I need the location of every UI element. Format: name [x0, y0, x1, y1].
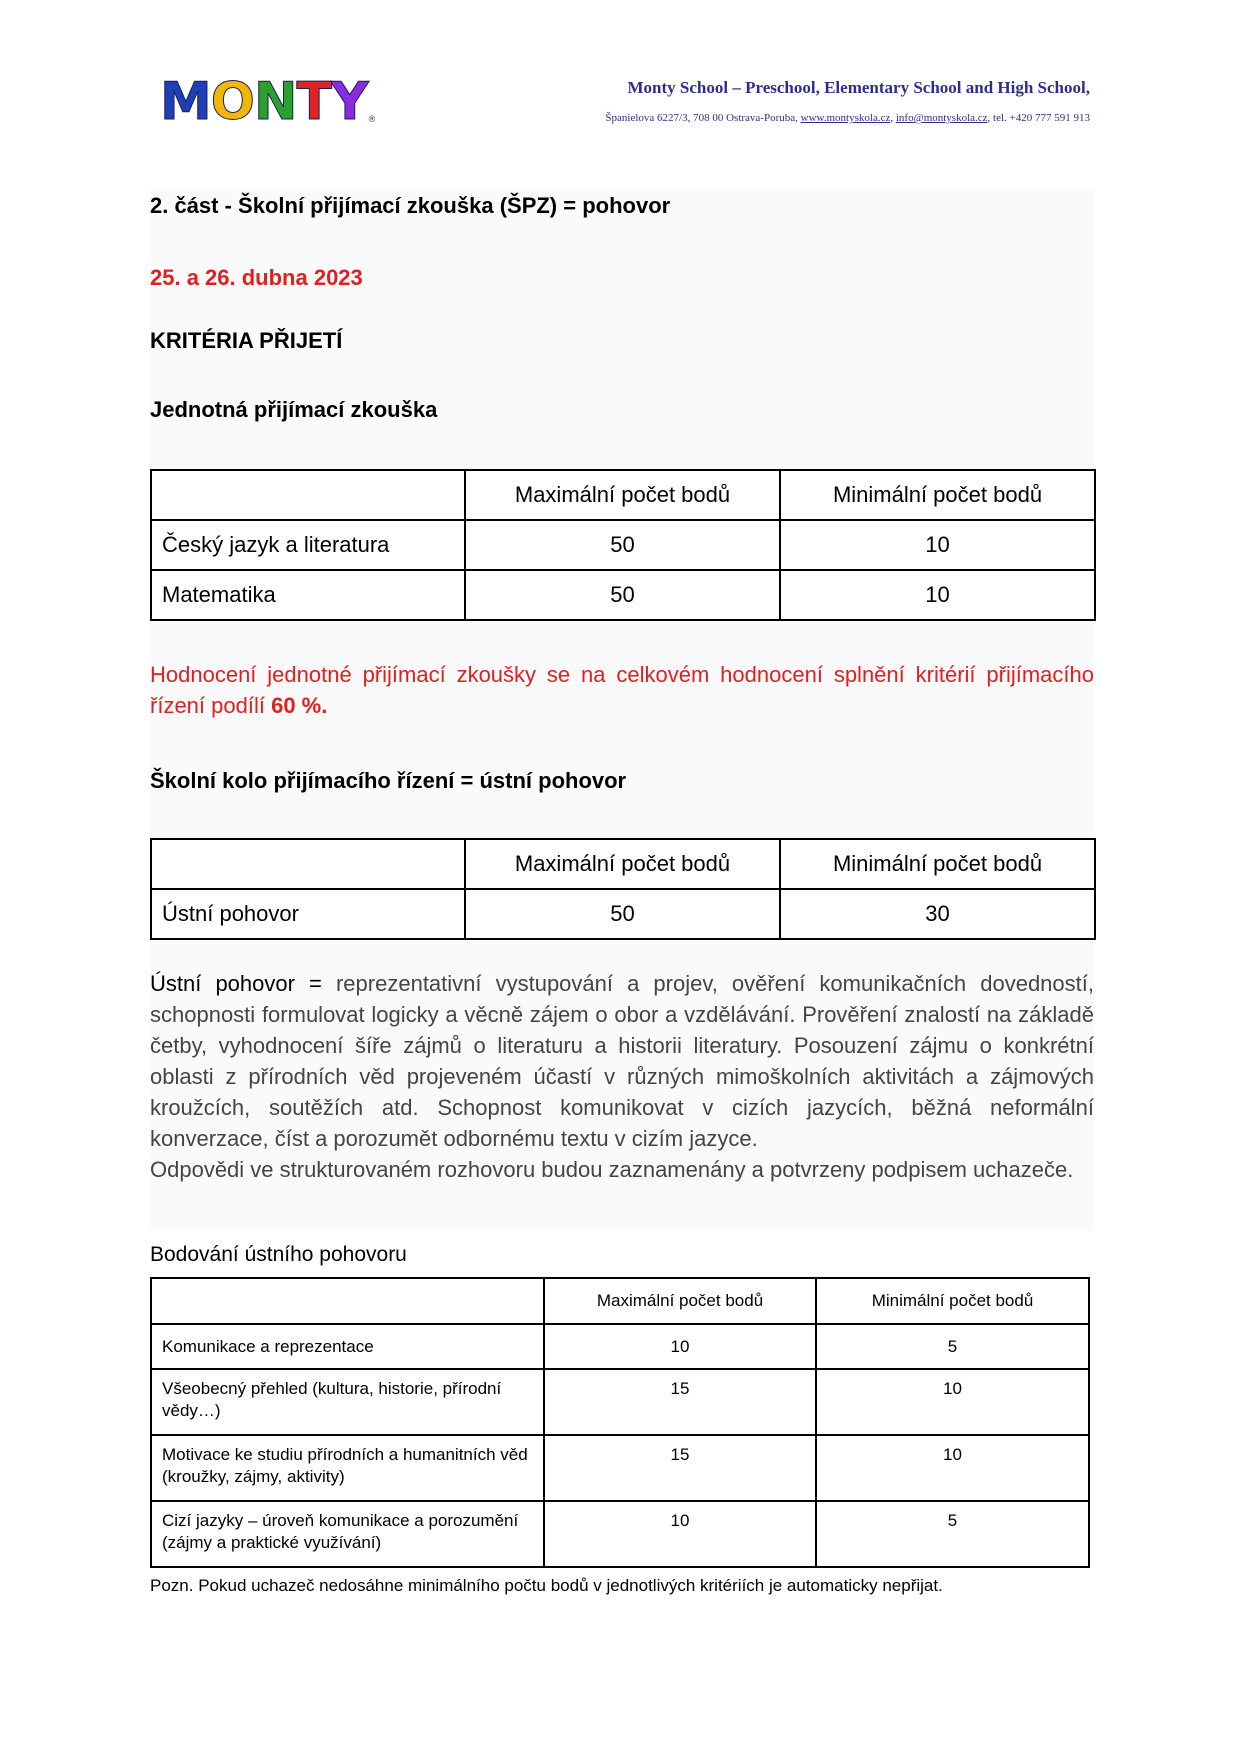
- weighting-note-text: Hodnocení jednotné přijímací zkoušky se na celkovém hodnocení splnění kritérií přijímacího řízení podílí: [150, 662, 1094, 718]
- school-address: [605, 112, 1090, 124]
- logo-letter-t: T: [296, 72, 331, 132]
- scoring-footnote: Pozn. Pokud uchazeč nedosáhne minimálního počtu bodů v jednotlivých kritériích je automaticky nepřijat.: [150, 1576, 943, 1595]
- table-row: [151, 1324, 1089, 1369]
- weighting-percent: 60 %.: [271, 693, 328, 718]
- table-row: [151, 1435, 1089, 1501]
- min-points-cell: 10: [780, 570, 1095, 620]
- criterion-cell: Cizí jazyky – úroveň komunikace a porozumění (zájmy a praktické využívání): [151, 1501, 544, 1567]
- description-lead: Ústní pohovor =: [150, 971, 336, 996]
- unified-exam-heading: Jednotná přijímací zkouška: [150, 397, 438, 422]
- website-link[interactable]: www.montyskola.cz: [800, 112, 891, 124]
- max-points-cell: 10: [544, 1324, 816, 1369]
- min-points-cell: 5: [816, 1324, 1089, 1369]
- table-header-cell: [151, 470, 465, 520]
- table-header-cell: Minimální počet bodů: [780, 839, 1095, 889]
- school-round-heading: Školní kolo přijímacího řízení = ústní pohovor: [150, 768, 627, 793]
- logo-letter-n: N: [253, 72, 297, 132]
- table-header-cell: [151, 839, 465, 889]
- table-row: [151, 1369, 1089, 1435]
- min-points-cell: 10: [780, 520, 1095, 570]
- table-row: [151, 570, 1095, 620]
- table-header-row: [151, 1278, 1089, 1324]
- address-sep: ,: [890, 112, 896, 124]
- table-header-row: [151, 470, 1095, 520]
- criteria-heading: KRITÉRIA PŘIJETÍ: [150, 328, 343, 353]
- address-text: Španielova 6227/3, 708 00 Ostrava-Poruba,: [605, 112, 801, 124]
- min-points-cell: 5: [816, 1501, 1089, 1567]
- school-name: Monty School – Preschool, Elementary School and High School,: [627, 78, 1090, 97]
- scoring-heading: Bodování ústního pohovoru: [150, 1243, 407, 1266]
- table-row: [151, 520, 1095, 570]
- table-header-cell: Maximální počet bodů: [465, 470, 780, 520]
- logo-letter-y: Y: [330, 72, 368, 132]
- phone-text: , tel. +420 777 591 913: [987, 112, 1090, 124]
- max-points-cell: 50: [465, 889, 780, 939]
- monty-logo: [160, 72, 376, 132]
- description-end: Odpovědi ve strukturovaném rozhovoru budou zaznamenány a potvrzeny podpisem uchazeče.: [150, 1157, 1074, 1182]
- criterion-cell: Motivace ke studiu přírodních a humanitních věd (kroužky, zájmy, aktivity): [151, 1435, 544, 1501]
- table-header-cell: Minimální počet bodů: [816, 1278, 1089, 1324]
- oral-interview-table: [150, 838, 1096, 940]
- unified-exam-table: [150, 469, 1096, 621]
- table-row: [151, 1501, 1089, 1567]
- subject-cell: Ústní pohovor: [151, 889, 465, 939]
- criterion-cell: Všeobecný přehled (kultura, historie, přírodní vědy…): [151, 1369, 544, 1435]
- min-points-cell: 30: [780, 889, 1095, 939]
- description-body: reprezentativní vystupování a projev, ověření komunikačních dovedností, schopnosti formulovat logicky a věcně zájem o obor a vzdělávání. Prověření znalostí na základě četby, vyhodnocení šíře zájmů o literaturu a historii literatury. Posouzení zájmu o konkrétní oblasti z přírodních věd projeveném účastí v různých mimoškolních aktivitách a zájmových kroužcích, soutěžích atd. Schopnost komunikovat v cizích jazycích, běžná neformální konverzace, číst a porozumět odbornému textu v cizím jazyce.: [150, 971, 1094, 1151]
- table-header-cell: Maximální počet bodů: [544, 1278, 816, 1324]
- criterion-cell: Komunikace a reprezentace: [151, 1324, 544, 1369]
- max-points-cell: 50: [465, 570, 780, 620]
- exam-dates: 25. a 26. dubna 2023: [150, 265, 363, 290]
- oral-interview-description: [150, 968, 1094, 1185]
- email-link[interactable]: info@montyskola.cz: [895, 112, 988, 124]
- max-points-cell: 50: [465, 520, 780, 570]
- subject-cell: Český jazyk a literatura: [151, 520, 465, 570]
- scoring-table: [150, 1277, 1090, 1568]
- table-row: [151, 889, 1095, 939]
- min-points-cell: 10: [816, 1369, 1089, 1435]
- logo-letter-m: M: [160, 72, 211, 132]
- table-header-row: [151, 839, 1095, 889]
- registered-mark: ®: [368, 114, 376, 124]
- subject-cell: Matematika: [151, 570, 465, 620]
- table-header-cell: Maximální počet bodů: [465, 839, 780, 889]
- max-points-cell: 15: [544, 1435, 816, 1501]
- min-points-cell: 10: [816, 1435, 1089, 1501]
- section-title: 2. část - Školní přijímací zkouška (ŠPZ) = pohovor: [150, 193, 671, 218]
- max-points-cell: 15: [544, 1369, 816, 1435]
- table-header-cell: Minimální počet bodů: [780, 470, 1095, 520]
- logo-letter-o: O: [210, 72, 254, 132]
- table-header-cell: [151, 1278, 544, 1324]
- weighting-note: [150, 659, 1094, 721]
- max-points-cell: 10: [544, 1501, 816, 1567]
